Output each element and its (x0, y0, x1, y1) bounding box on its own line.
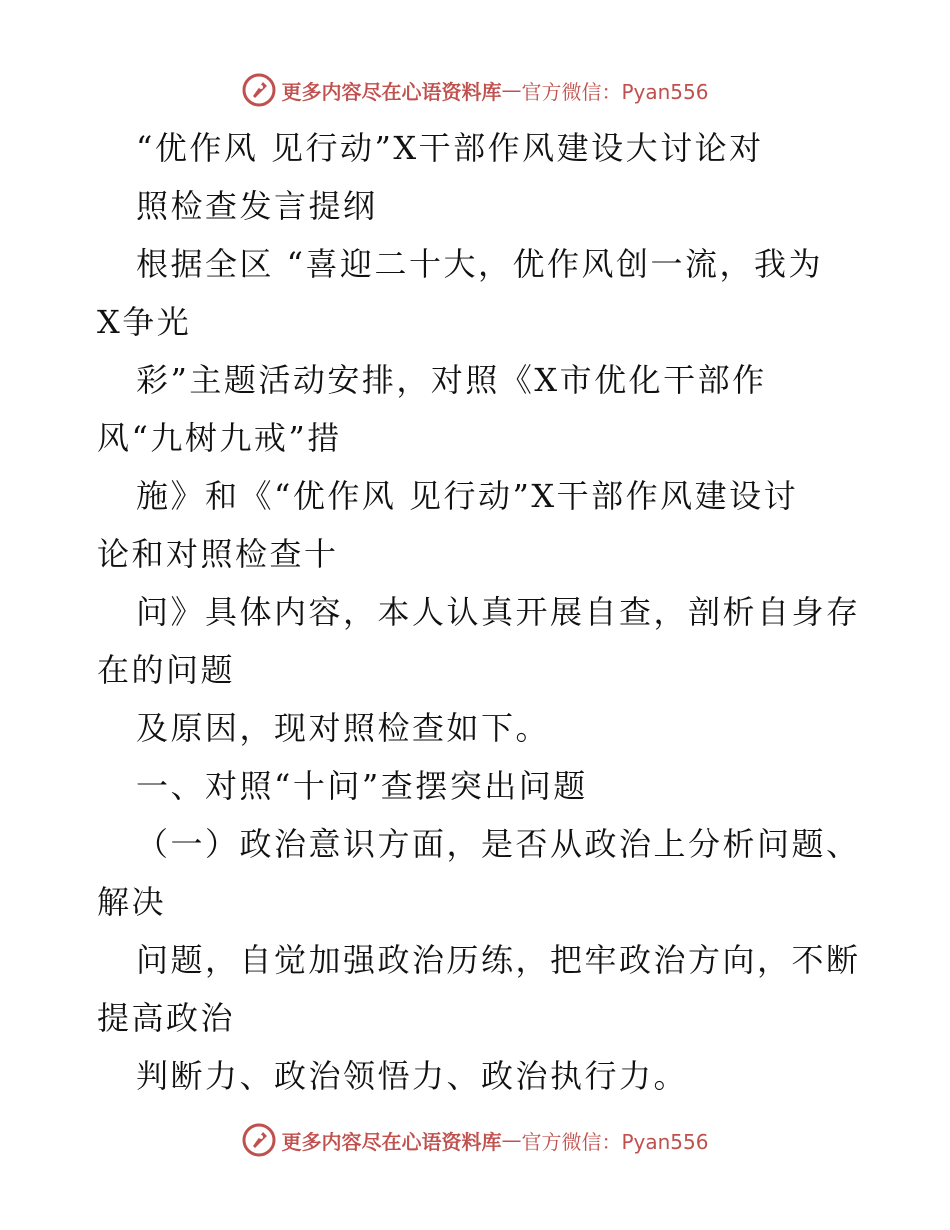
section-heading: 一、对照“十问”查摆突出问题 (136, 767, 588, 805)
doc-line: （一）政治意识方面，是否从政治上分析问题、 (136, 825, 861, 863)
doc-line: 及原因，现对照检查如下。 (136, 709, 551, 747)
watermark-footer (0, 1120, 950, 1160)
doc-line: 论和对照检查十 (97, 535, 339, 573)
watermark-main-text: 更多内容尽在心语资料库 (281, 79, 502, 104)
watermark-header (0, 70, 950, 110)
doc-line: 解决 (97, 883, 167, 921)
doc-line: 在的问题 (97, 651, 236, 689)
doc-line: 判断力、政治领悟力、政治执行力。 (136, 1057, 689, 1095)
doc-line: 施》和《“优作风 见行动”X干部作风建设讨 (136, 477, 799, 515)
doc-line: 根据全区 “喜迎二十大，优作风创一流，我为 (136, 245, 824, 283)
pen-nib-logo-icon (241, 72, 277, 108)
watermark-contact: 官方微信：Pyan556 (521, 1129, 709, 1154)
doc-title-line-2: 照检查发言提纲 (136, 187, 378, 225)
watermark-contact: 官方微信：Pyan556 (521, 79, 709, 104)
doc-line: 问题，自觉加强政治历练，把牢政治方向，不断 (136, 941, 861, 979)
watermark-separator: — (501, 78, 522, 102)
doc-line: 彩”主题活动安排，对照《X市优化干部作 (136, 361, 767, 399)
doc-line: X争光 (97, 303, 192, 341)
doc-line: 提高政治 (97, 999, 236, 1037)
doc-line: 风“九树九戒”措 (97, 419, 342, 457)
watermark-separator: — (501, 1128, 522, 1152)
watermark-main-text: 更多内容尽在心语资料库 (281, 1129, 502, 1154)
doc-title-line-1: “优作风 见行动”X干部作风建设大讨论对 (136, 129, 764, 167)
doc-line: 问》具体内容，本人认真开展自查，剖析自身存 (136, 593, 861, 631)
pen-nib-logo-icon (241, 1122, 277, 1158)
